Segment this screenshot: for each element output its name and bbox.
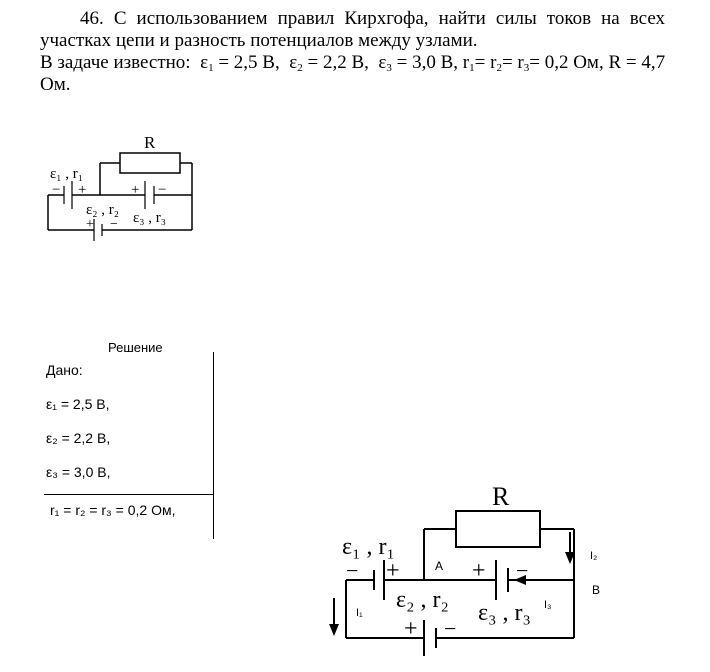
given-e2: ε₂ = 2,2 В, xyxy=(46,430,111,446)
big-e3-plus: + xyxy=(472,558,486,584)
big-e3-minus: − xyxy=(516,558,529,583)
given-e1: ε₁ = 2,5 В, xyxy=(46,396,110,412)
big-e1-label: ε₁ , r₁ xyxy=(342,534,395,560)
small-e2-label: ε₂ , r₂ xyxy=(86,202,120,218)
big-e2-minus: − xyxy=(444,616,457,641)
node-b-label: B xyxy=(592,583,601,597)
e3-value: = 3,0 В, xyxy=(396,52,459,73)
small-e3-minus: − xyxy=(158,182,167,198)
small-e1-plus: + xyxy=(78,182,87,198)
big-e1-plus: + xyxy=(386,558,400,584)
small-e3-plus: + xyxy=(131,182,140,198)
big-resistor xyxy=(456,511,540,547)
e2-value: = 2,2 В, xyxy=(307,52,369,73)
given-e3: ε₃ = 3,0 В, xyxy=(46,464,111,480)
e1-value: = 2,5 В, xyxy=(218,52,280,73)
solution-title: Решение xyxy=(108,340,163,355)
i3-label: I₃ xyxy=(544,599,552,611)
small-e3-label: ε₃ , r₃ xyxy=(133,210,167,226)
i2-label: I₂ xyxy=(590,550,598,562)
problem-body: С использованием правил Кирхгофа, найти силы токов на всех участках цепи и разность потенциалов между узлами. xyxy=(40,8,665,51)
small-e2-plus: + xyxy=(86,217,94,232)
small-e1-minus: − xyxy=(52,182,61,198)
r-value: = 0,2 Ом, xyxy=(529,52,604,73)
node-a-label: A xyxy=(435,559,444,573)
big-e1-minus: − xyxy=(346,558,359,583)
small-e1-label: ε₁ , r₁ xyxy=(50,166,84,182)
small-e2-minus: − xyxy=(110,217,118,232)
big-e3-label: ε₃ , r₃ xyxy=(478,600,531,626)
problem-number: 46. xyxy=(80,8,104,29)
big-e2-label: ε₂ , r₂ xyxy=(396,587,449,613)
given-r: r₁ = r₂ = r₃ = 0,2 Ом, xyxy=(50,502,176,518)
big-R-label: R xyxy=(492,482,510,511)
i1-label: I₁ xyxy=(356,607,363,619)
given-label: Дано: xyxy=(46,362,83,378)
small-R-label: R xyxy=(144,133,156,152)
known-prefix: В задаче известно: xyxy=(40,52,191,73)
known-values: В задаче известно: $\varepsilon_1 = 2,5$ В, $\varepsilon_2 = 2,2$ В, $\varepsilon_3 = 3,0$ В, $r_1= r_2= r_3= 0,2$ Ом, R = 4,7 Ом. xyxy=(40,52,666,95)
R-value: R = 4,7 Ом. xyxy=(40,52,666,95)
big-e2-plus: + xyxy=(404,616,418,642)
